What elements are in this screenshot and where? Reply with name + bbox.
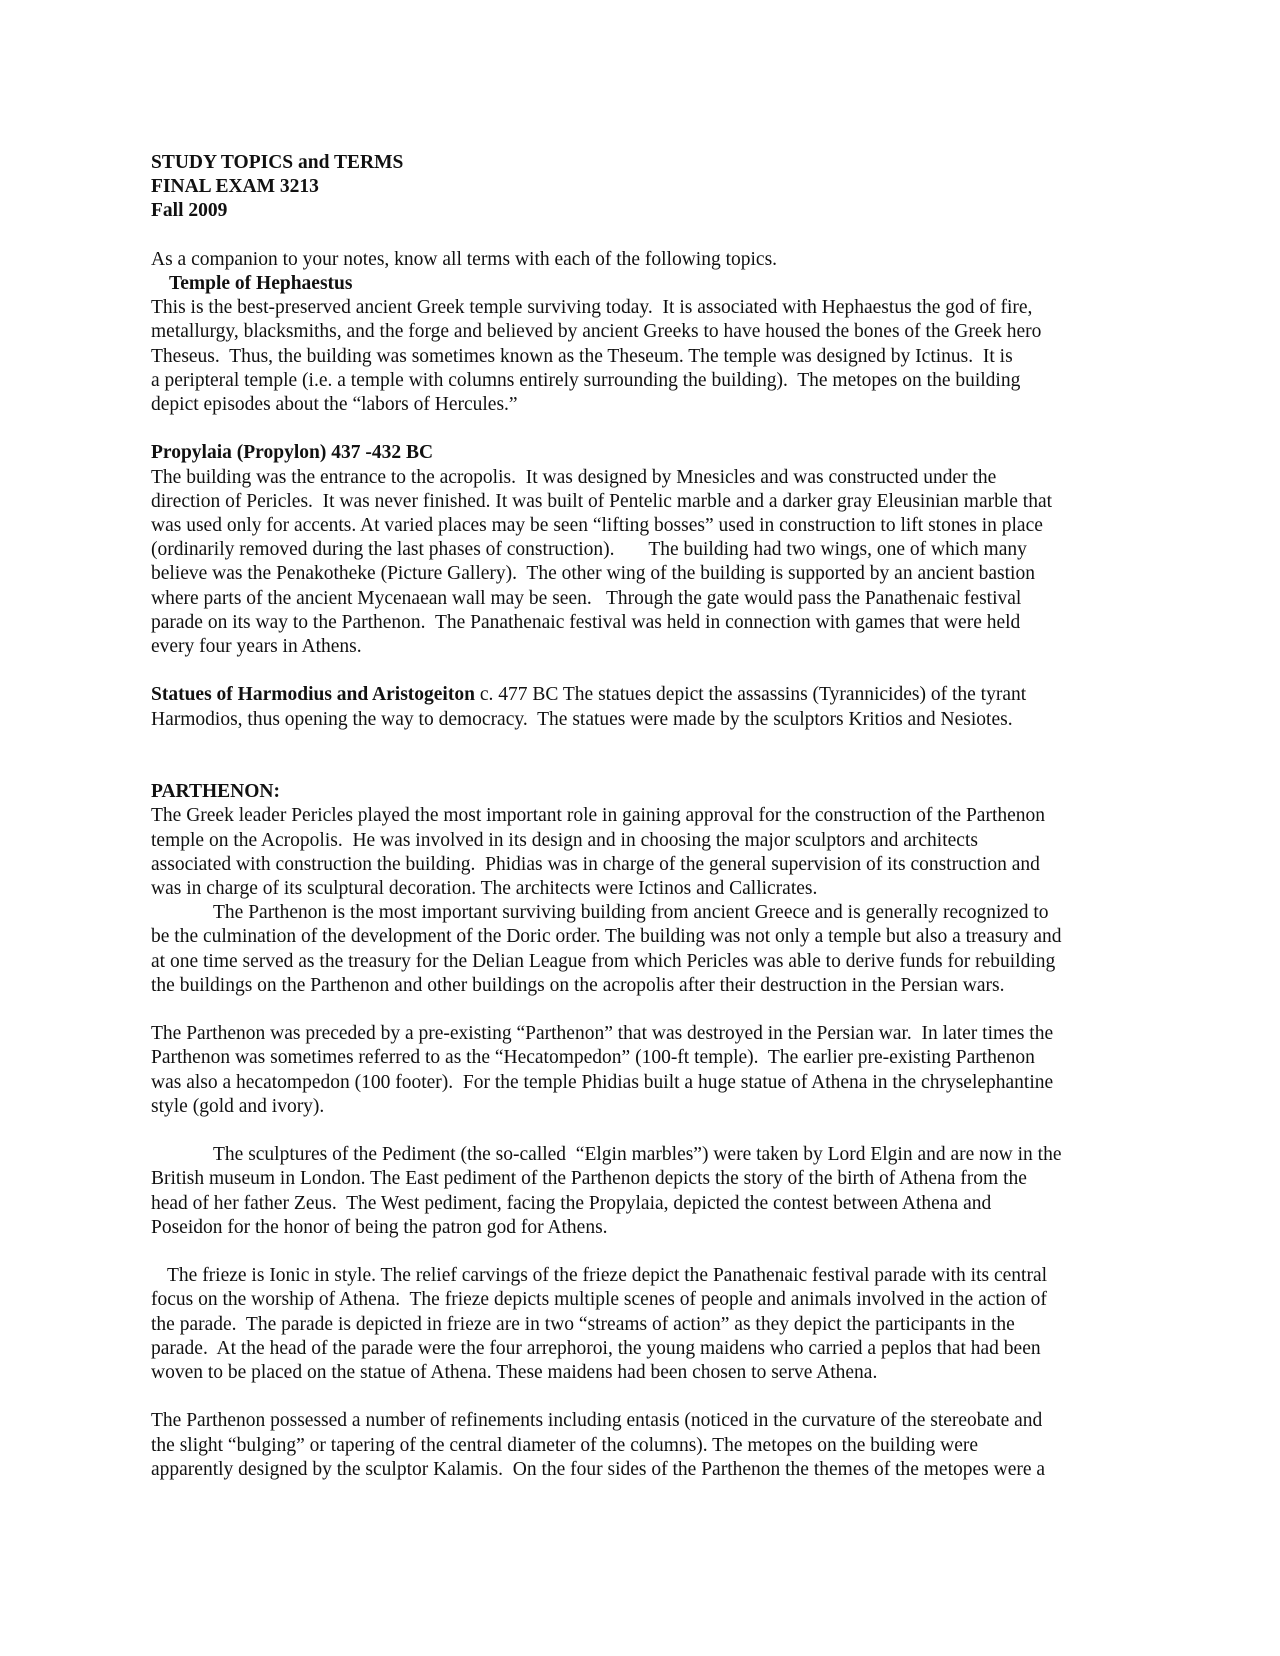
parthenon-line: Parthenon was sometimes referred to as the “Hecatompedon” (100-ft temple). The earlier pre-existing Parthenon xyxy=(151,1047,1035,1069)
propylaia-line: where parts of the ancient Mycenaean wall may be seen. Through the gate would pass the Panathenaic festival xyxy=(151,587,1022,609)
propylaia-line: The building was the entrance to the acropolis. It was designed by Mnesicles and was constructed under the xyxy=(151,466,997,488)
propylaia-line: (ordinarily removed during the last phases of construction). The building had two wings, one of which many xyxy=(151,539,1027,561)
hephaestus-line: Theseus. Thus, the building was sometimes known as the Theseum. The temple was designed by Ictinus. It is xyxy=(151,345,1013,367)
statues-text: c. 477 BC The statues depict the assassins (Tyrannicides) of the tyrant xyxy=(474,684,1027,706)
parthenon-line: be the culmination of the development of the Doric order. The building was not only a temple but also a treasury and xyxy=(151,926,1062,948)
parthenon-line: British museum in London. The East pediment of the Parthenon depicts the story of the birth of Athena from the xyxy=(151,1168,1027,1190)
propylaia-line: believe was the Penakotheke (Picture Gallery). The other wing of the building is supported by an ancient bastion xyxy=(151,563,1035,585)
spacer xyxy=(151,224,1141,248)
parthenon-line: The Parthenon was preceded by a pre-existing “Parthenon” that was destroyed in the Persian war. In later times the xyxy=(151,1023,1054,1045)
doc-term: Fall 2009 xyxy=(151,200,228,222)
parthenon-line: The sculptures of the Pediment (the so-called “Elgin marbles”) were taken by Lord Elgin and are now in the xyxy=(213,1144,1062,1166)
document-page xyxy=(151,151,1141,1482)
parthenon-line: The Greek leader Pericles played the most important role in gaining approval for the construction of the Parthenon xyxy=(151,805,1046,827)
propylaia-heading: Propylaia (Propylon) 437 -432 BC xyxy=(151,442,434,464)
hephaestus-line: a peripteral temple (i.e. a temple with columns entirely surrounding the building). The metopes on the building xyxy=(151,369,1021,391)
parthenon-line: apparently designed by the sculptor Kalamis. On the four sides of the Parthenon the themes of the metopes were a xyxy=(151,1458,1046,1480)
doc-subtitle: FINAL EXAM 3213 xyxy=(151,176,319,198)
parthenon-line: was also a hecatompedon (100 footer). For the temple Phidias built a huge statue of Athena in the chryselephantine xyxy=(151,1071,1054,1093)
parthenon-heading: PARTHENON: xyxy=(151,781,280,803)
propylaia-line: every four years in Athens. xyxy=(151,636,362,658)
spacer xyxy=(151,1240,1141,1264)
parthenon-line: The Parthenon possessed a number of refinements including entasis (noticed in the curvature of the stereobate and xyxy=(151,1410,1043,1432)
parthenon-line: woven to be placed on the statue of Athena. These maidens had been chosen to serve Athena. xyxy=(151,1362,878,1384)
spacer xyxy=(151,1385,1141,1409)
hephaestus-line: metallurgy, blacksmiths, and the forge and believed by ancient Greeks to have housed the bones of the Greek hero xyxy=(151,321,1042,343)
parthenon-line: parade. At the head of the parade were the four arrephoroi, the young maidens who carried a peplos that had been xyxy=(151,1337,1041,1359)
spacer xyxy=(151,1119,1141,1143)
spacer xyxy=(151,417,1141,441)
parthenon-line: temple on the Acropolis. He was involved in its design and in choosing the major sculptors and architects xyxy=(151,829,978,851)
parthenon-line: the parade. The parade is depicted in frieze are in two “streams of action” as they depict the participants in the xyxy=(151,1313,1015,1335)
propylaia-line: parade on its way to the Parthenon. The Panathenaic festival was held in connection with games that were held xyxy=(151,611,1021,633)
parthenon-line: the slight “bulging” or tapering of the central diameter of the columns). The metopes on the building were xyxy=(151,1434,979,1456)
hephaestus-heading: Temple of Hephaestus xyxy=(169,273,353,294)
parthenon-line: the buildings on the Parthenon and other buildings on the acropolis after their destruction in the Persian wars. xyxy=(151,974,1005,996)
propylaia-line: was used only for accents. At varied places may be seen “lifting bosses” used in construction to lift stones in place xyxy=(151,515,1043,537)
hephaestus-line: This is the best-preserved ancient Greek temple surviving today. It is associated with Hephaestus the god of fire, xyxy=(151,297,1033,319)
statues-line: Harmodios, thus opening the way to democracy. The statues were made by the sculptors Kritios and Nesiotes. xyxy=(151,708,1013,730)
parthenon-line: was in charge of its sculptural decoration. The architects were Ictinos and Callicrates. xyxy=(151,878,818,900)
parthenon-line: Poseidon for the honor of being the patron god for Athens. xyxy=(151,1216,608,1238)
spacer xyxy=(151,732,1141,756)
spacer xyxy=(151,659,1141,683)
parthenon-line: at one time served as the treasury for the Delian League from which Pericles was able to derive funds for rebuilding xyxy=(151,950,1056,972)
parthenon-line: style (gold and ivory). xyxy=(151,1095,325,1117)
parthenon-line: associated with construction the building. Phidias was in charge of the general supervision of its construction and xyxy=(151,853,1040,875)
statues-line xyxy=(151,683,1141,707)
doc-title: STUDY TOPICS and TERMS xyxy=(151,152,404,173)
spacer xyxy=(151,998,1141,1022)
parthenon-line: focus on the worship of Athena. The frieze depicts multiple scenes of people and animals involved in the action of xyxy=(151,1289,1047,1311)
statues-heading: Statues of Harmodius and Aristogeiton xyxy=(151,684,475,706)
hephaestus-line: depict episodes about the “labors of Hercules.” xyxy=(151,394,518,416)
parthenon-line: head of her father Zeus. The West pediment, facing the Propylaia, depicted the contest between Athena and xyxy=(151,1192,992,1214)
parthenon-line: The Parthenon is the most important surviving building from ancient Greece and is generally recognized to xyxy=(213,902,1049,924)
parthenon-line: The frieze is Ionic in style. The relief carvings of the frieze depict the Panathenaic festival parade with its central xyxy=(167,1265,1048,1287)
spacer xyxy=(151,756,1141,780)
propylaia-line: direction of Pericles. It was never finished. It was built of Pentelic marble and a darker gray Eleusinian marble that xyxy=(151,490,1053,512)
intro-text: As a companion to your notes, know all terms with each of the following topics. xyxy=(151,248,778,270)
